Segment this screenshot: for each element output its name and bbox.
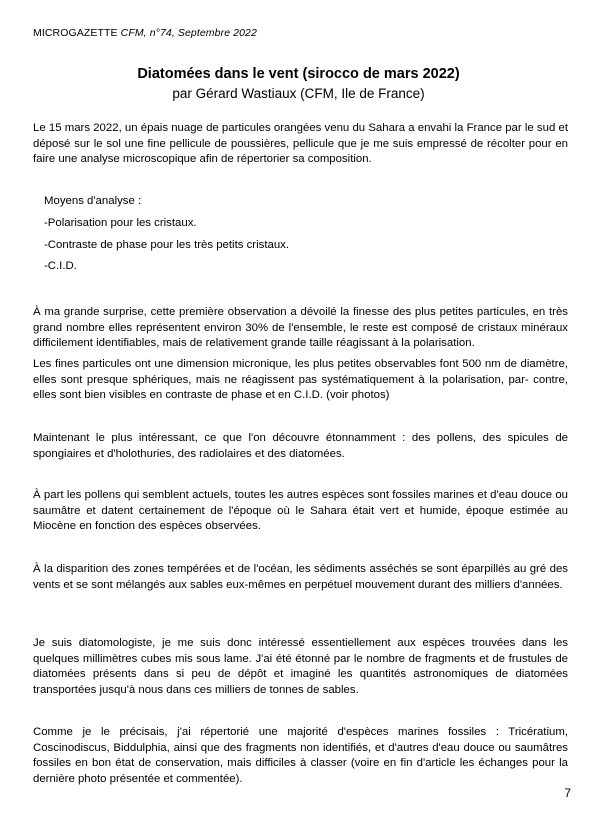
methods-item: -C.I.D. [44,260,77,273]
paragraph-intro: Le 15 mars 2022, un épais nuage de particules orangées venu du Sahara a envahi la France par le sud et déposé sur le sol une fine pellicule de poussières, pellicule que je me suis empressé de récolter pour en faire une analyse microscopique afin de répertorier sa composition. [33,122,568,165]
paragraph-inventory: Comme je le précisais, j'ai répertorié une majorité d'espèces marines fossiles : Tricératium, Coscinodiscus, Biddulphia, ainsi que des fragments non identifiés, et d'autres d'eau douce ou saumâtres fossiles en bon état de conservation, mais difficiles à classer (voire en fin d'article les échanges pour la dernière photo présentée et commentée). [33,726,568,785]
paragraph-diatomologist: Je suis diatomologiste, je me suis donc intéressé essentiellement aux espèces trouvées dans les quelques millimètres cubes mis sous lame. J'ai été étonné par le nombre de fragments et de frustules de diatomées présents dans si peu de dépôt et imaginé les quantités astronomiques de diatomées transportées jusqu'à nous dans ces milliers de tonnes de sables. [33,637,568,696]
article-byline: par Gérard Wastiaux (CFM, Ile de France) [172,86,425,101]
paragraph-fossils: À part les pollens qui semblent actuels, toutes les autres espèces sont fossiles marines et d'eau douce ou saumâtre et datent certainement de l'époque où le Sahara était vert et humide, époque estimée au Miocène en fonction des espèces observées. [33,489,568,532]
running-header [33,27,257,39]
paragraph-surprise: À ma grande surprise, cette première observation a dévoilé la finesse des plus petites particules, en très grand nombre elles représentent environ 30% de l'ensemble, le reste est composé de cristaux minéraux difficilement identifiables, mais de relativement grande taille réagissant à la polarisation. [33,306,568,349]
methods-heading: Moyens d'analyse : [44,195,142,207]
issue-info: CFM, n°74, Septembre 2022 [120,27,257,39]
article-title: Diatomées dans le vent (sirocco de mars 2022) [137,66,460,82]
paragraph-sediments: À la disparition des zones tempérées et de l'océan, les sédiments asséchés se sont éparpillés au gré des vents et se sont mélangés aux sables eux-mêmes en perpétuel mouvement durant des milliers d'années. [33,563,568,591]
publication-name: MICROGAZETTE [33,27,121,39]
methods-item: -Polarisation pour les cristaux. [44,216,197,229]
methods-item: -Contraste de phase pour les très petits cristaux. [44,238,290,251]
paragraph-fine-particles: Les fines particules ont une dimension micronique, les plus petites observables font 500 nm de diamètre, elles sont presque sphériques, mais ne réagissent pas systématiquement à la polarisation, par- contre, elles sont bien visibles en contraste de phase et en C.I.D. (voir photos) [33,358,568,401]
page-number: 7 [564,786,571,800]
paragraph-discoveries: Maintenant le plus intéressant, ce que l'on découvre étonnamment : des pollens, des spicules de spongiaires et d'holothuries, des radiolaires et des diatomées. [33,432,568,460]
methods-list [44,193,289,280]
